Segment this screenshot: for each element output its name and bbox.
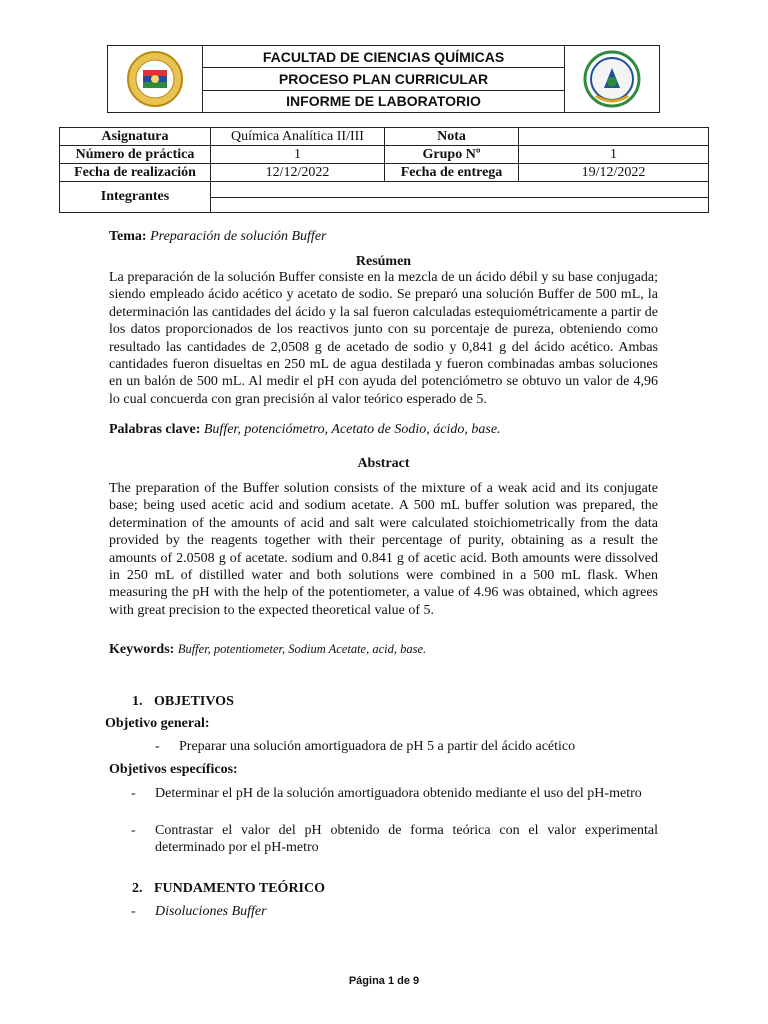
palabras-clave-value: Buffer, potenciómetro, Acetato de Sodio, ácido, base. bbox=[203, 422, 501, 437]
info-table bbox=[59, 127, 709, 213]
table-row bbox=[60, 146, 709, 164]
nota-value bbox=[519, 128, 709, 146]
bullet-dash: - bbox=[131, 786, 136, 801]
fecha-entrega-value: 19/12/2022 bbox=[519, 164, 709, 182]
asignatura-value: Química Analítica II/III bbox=[211, 128, 385, 146]
objetivos-title: OBJETIVOS bbox=[154, 694, 234, 709]
bullet-dash: - bbox=[131, 904, 136, 919]
university-seal-icon bbox=[126, 50, 184, 108]
objetivo-general-item bbox=[155, 739, 675, 755]
grupo-value: 1 bbox=[519, 146, 709, 164]
keywords-line bbox=[109, 641, 658, 658]
objetivo-especifico-text: Determinar el pH de la solución amortiguadora obtenido mediante el uso del pH-metro bbox=[155, 786, 642, 801]
objetivo-especifico-item bbox=[131, 785, 658, 802]
keywords-value: Buffer, potentiometer, Sodium Acetate, acid, base. bbox=[177, 642, 427, 656]
process-title: PROCESO PLAN CURRICULAR bbox=[203, 67, 564, 89]
faculty-seal-icon bbox=[582, 50, 642, 108]
report-title: INFORME DE LABORATORIO bbox=[203, 90, 564, 112]
asignatura-label: Asignatura bbox=[60, 128, 211, 146]
abstract-heading: Abstract bbox=[357, 456, 410, 471]
header-titles bbox=[203, 46, 564, 112]
tema-line bbox=[109, 228, 658, 245]
fecha-realizacion-label: Fecha de realización bbox=[60, 164, 211, 182]
keywords-label: Keywords: bbox=[109, 642, 175, 657]
tema-value: Preparación de solución Buffer bbox=[150, 229, 327, 244]
left-logo-cell bbox=[108, 46, 203, 112]
fundamento-item bbox=[131, 904, 267, 920]
objetivo-especifico-item bbox=[131, 822, 658, 857]
objetivo-general-label: Objetivo general: bbox=[105, 716, 210, 731]
abstract-text: The preparation of the Buffer solution consists of the mixture of a weak acid and its conjugate base; being used acetic acid and sodium acetate. A 500 mL buffer solution was prepared, the determination of the amounts of acid and salt were calculated stoichiometrically from the data provided by the reagents together with their percentage of purity, obtaining as a result the amounts of 2.0508 g of acetate. sodium and 0.841 g of acetic acid. Both amounts were dissolved in 250 mL of distilled water and both solutions were combined in a 500 mL flask. When measuring the pH with the help of the potentiometer, a value of 4.96 was obtained, which agrees with great precision to the expected theoretical value of 5. bbox=[109, 481, 658, 618]
table-row bbox=[60, 164, 709, 182]
fundamento-item-text: Disoluciones Buffer bbox=[155, 904, 267, 919]
faculty-title: FACULTAD DE CIENCIAS QUÍMICAS bbox=[262, 48, 505, 65]
table-row bbox=[60, 128, 709, 146]
fundamento-title: FUNDAMENTO TEÓRICO bbox=[154, 881, 326, 896]
objetivos-especificos-label: Objetivos específicos: bbox=[109, 762, 238, 777]
integrantes-field-2 bbox=[211, 197, 709, 213]
fecha-realizacion-value: 12/12/2022 bbox=[211, 164, 385, 182]
objetivos-heading bbox=[132, 694, 234, 710]
practica-value: 1 bbox=[211, 146, 385, 164]
right-logo-cell bbox=[564, 46, 659, 112]
resumen-heading: Resúmen bbox=[355, 254, 412, 269]
fundamento-heading bbox=[132, 881, 325, 897]
bullet-dash: - bbox=[155, 739, 160, 754]
objetivos-number: 1. bbox=[132, 694, 143, 709]
palabras-clave-label: Palabras clave: bbox=[109, 422, 201, 437]
integrantes-label: Integrantes bbox=[60, 182, 211, 213]
palabras-clave-line bbox=[109, 421, 658, 438]
integrantes-field-1 bbox=[211, 182, 709, 198]
grupo-label: Grupo Nº bbox=[385, 146, 519, 164]
objetivo-especifico-text: Contrastar el valor del pH obtenido de forma teórica con el valor experimental determinado por el pH-metro bbox=[155, 823, 658, 856]
nota-label: Nota bbox=[385, 128, 519, 146]
tema-label: Tema: bbox=[109, 229, 147, 244]
practica-label: Número de práctica bbox=[60, 146, 211, 164]
fecha-entrega-label: Fecha de entrega bbox=[385, 164, 519, 182]
bullet-dash: - bbox=[131, 823, 136, 838]
fundamento-number: 2. bbox=[132, 881, 143, 896]
page-number: Página 1 de 9 bbox=[348, 975, 420, 987]
document-header bbox=[107, 45, 660, 113]
resumen-text: La preparación de la solución Buffer consiste en la mezcla de un ácido débil y su base conjugada; siendo empleado ácido acético y acetato de sodio. Se preparó una solución Buffer de 500 mL, la determinación las cantidades del ácido y la sal fueron calculadas estequiométricamente a partir de los datos proporcionados de los reactivos junto con su porcentaje de pureza, obteniendo como resultado las cantidades de 2,0508 g de acetado de sodio y 0,841 g del ácido acético. Ambas cantidades fueron disueltas en 250 mL de agua destilada y fueron combinadas ambas soluciones en un balón de 500 mL. Al medir el pH con ayuda del potenciómetro se obtuvo un valor de 4,96 lo cual concuerda con gran precisión al valor teórico esperado de 5. bbox=[109, 270, 658, 407]
objetivo-general-text: Preparar una solución amortiguadora de pH 5 a partir del ácido acético bbox=[179, 739, 576, 754]
table-row bbox=[60, 182, 709, 198]
